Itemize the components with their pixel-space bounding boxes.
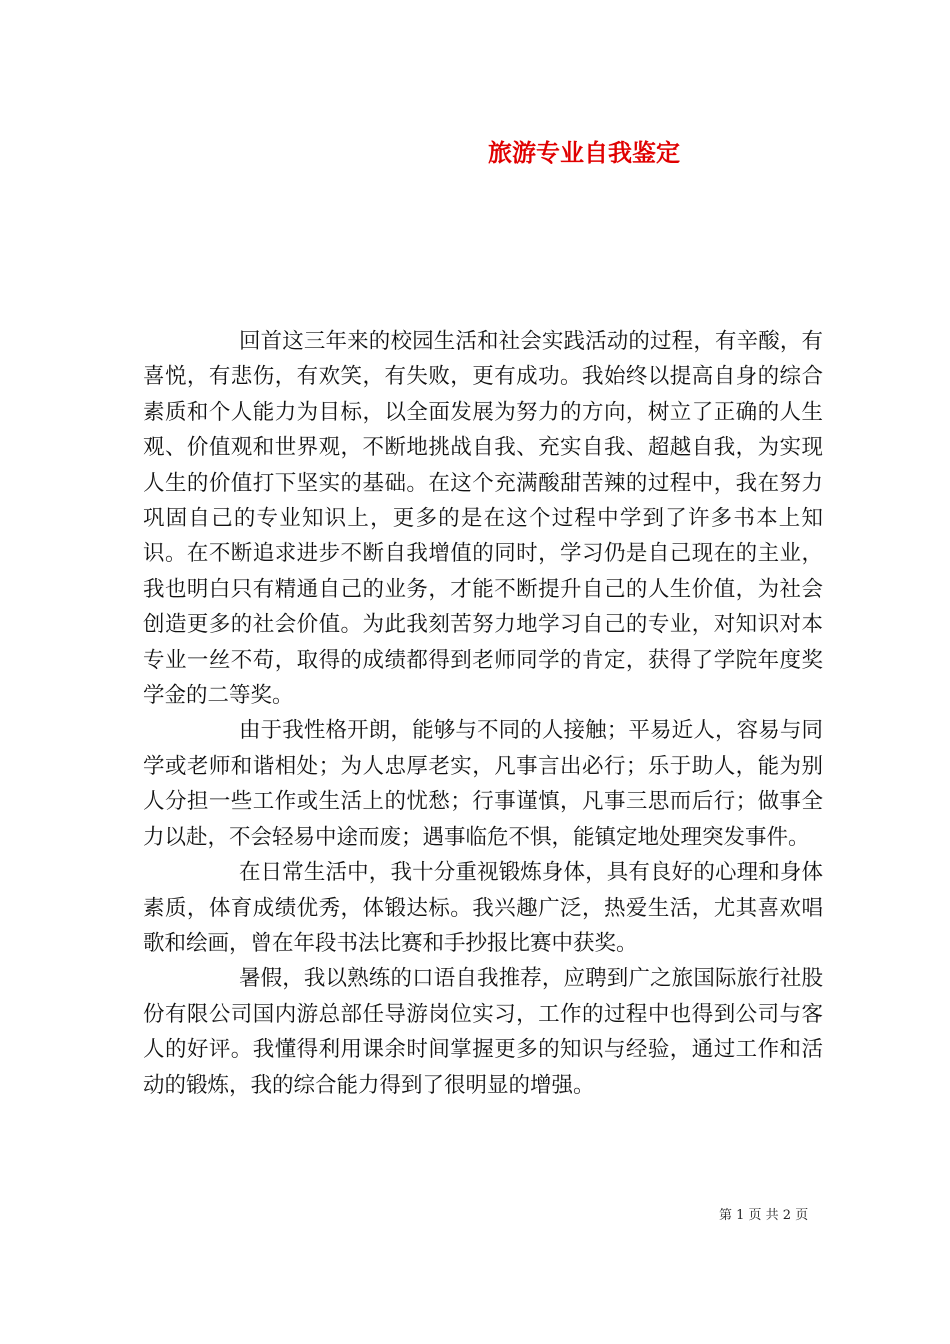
page-number-footer: 第 1 页 共 2 页 bbox=[719, 1208, 809, 1223]
paragraph-3: 在日常生活中，我十分重视锻炼身体，具有良好的心理和身体素质，体育成绩优秀，体锻达标。我兴趣广泛，热爱生活，尤其喜欢唱歌和绘画，曾在年段书法比赛和手抄报比赛中获奖。 bbox=[143, 860, 823, 956]
page-title: 旅游专业自我鉴定 bbox=[488, 138, 680, 167]
document-body bbox=[143, 324, 823, 1103]
paragraph-2: 由于我性格开朗，能够与不同的人接触；平易近人，容易与同学或老师和谐相处；为人忠厚老实，凡事言出必行；乐于助人，能为别人分担一些工作或生活上的忧愁；行事谨慎，凡事三思而后行；做事全力以赴，不会轻易中途而废；遇事临危不惧，能镇定地处理突发事件。 bbox=[143, 718, 823, 850]
paragraph-4: 暑假，我以熟练的口语自我推荐，应聘到广之旅国际旅行社股份有限公司国内游总部任导游岗位实习，工作的过程中也得到公司与客人的好评。我懂得利用课余时间掌握更多的知识与经验，通过工作和活动的锻炼，我的综合能力得到了很明显的增强。 bbox=[143, 966, 823, 1098]
paragraph-1: 回首这三年来的校园生活和社会实践活动的过程，有辛酸，有喜悦，有悲伤，有欢笑，有失败，更有成功。我始终以提高自身的综合素质和个人能力为目标，以全面发展为努力的方向，树立了正确的人生观、价值观和世界观，不断地挑战自我、充实自我、超越自我，为实现人生的价值打下坚实的基础。在这个充满酸甜苦辣的过程中，我在努力巩固自己的专业知识上，更多的是在这个过程中学到了许多书本上知识。在不断追求进步不断自我增值的同时，学习仍是自己现在的主业，我也明白只有精通自己的业务，才能不断提升自己的人生价值，为社会创造更多的社会价值。为此我刻苦努力地学习自己的专业，对知识对本专业一丝不苟，取得的成绩都得到老师同学的肯定，获得了学院年度奖学金的二等奖。 bbox=[143, 329, 823, 709]
